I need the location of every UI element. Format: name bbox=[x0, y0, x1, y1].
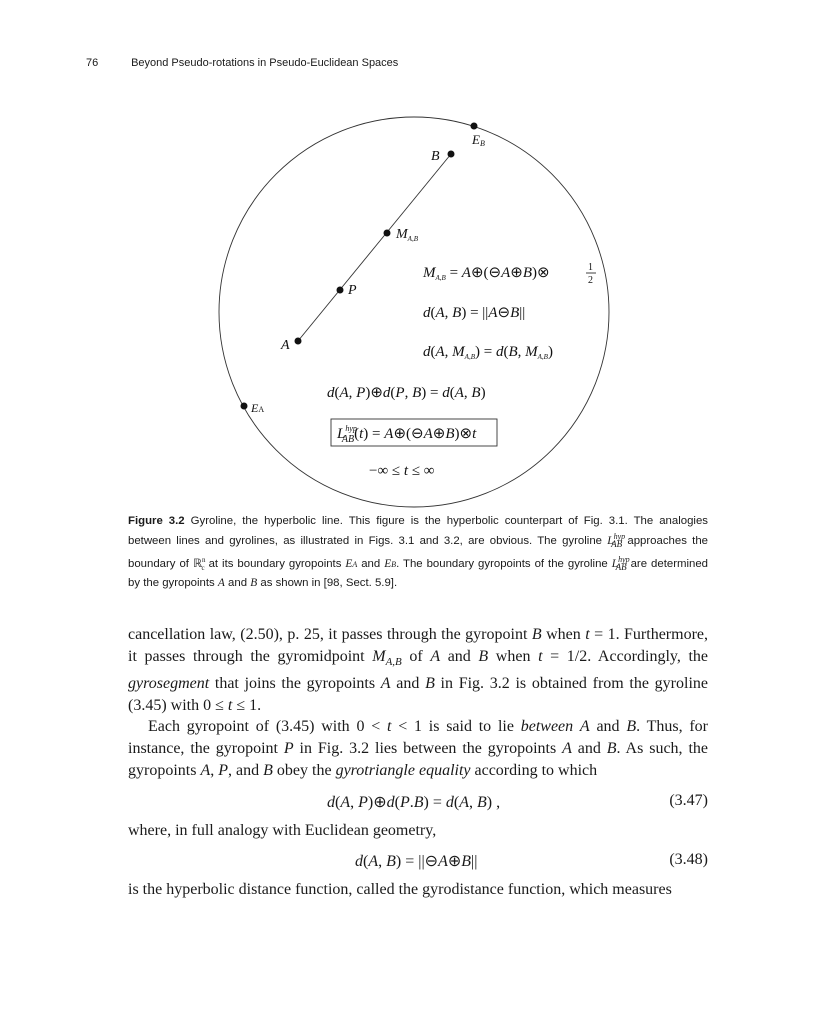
point-A bbox=[295, 338, 302, 345]
label-B: B bbox=[431, 149, 440, 164]
equation-3-47: d(A, P)⊕d(P.B) = d(A, B) , bbox=[327, 794, 501, 811]
equation-number-3-48: (3.48) bbox=[669, 851, 708, 868]
paragraph-2: Each gyropoint of (3.45) with 0 < t < 1 is said to lie between A and B. Thus, for instance, the gyropoint P in Fig. 3.2 lies between the gyropoints A and B. As such, the gyropoints A, P, and B obey the gyrotriangle equality according to which bbox=[128, 718, 709, 779]
paragraph-3: where, in full analogy with Euclidean geometry, bbox=[128, 822, 437, 839]
equation-number-3-47: (3.47) bbox=[669, 792, 708, 809]
paragraph-4: is the hyperbolic distance function, called the gyrodistance function, which measures bbox=[128, 881, 672, 898]
point-B bbox=[448, 151, 455, 158]
formula-gyroline: $L^{hyp}$ AB(t) = A⊕(⊖A⊕B)⊗t bbox=[337, 424, 477, 445]
formula-range: −∞ ≤ t ≤ ∞ bbox=[369, 463, 435, 479]
running-title: Beyond Pseudo-rotations in Pseudo-Euclidean Spaces bbox=[131, 57, 399, 69]
formula-distance: d(A, B) = ||A⊖B|| bbox=[423, 305, 526, 321]
label-P: P bbox=[348, 283, 357, 298]
svg-text:1: 1 bbox=[588, 262, 593, 273]
formula-equal-distance: d(A, $M_{A,B}) = d(B$, $M_{A,B}$) bbox=[423, 344, 553, 361]
boundary-circle bbox=[219, 117, 609, 507]
paragraph-1: cancellation law, (2.50), p. 25, it passes through the gyropoint B when t = 1. Furthermore, it passes through the gyromidpoint $M_{A,B}$ of A and B when t = 1/2. Accordingly, the gyrosegment that joins the gyropoints A and B in Fig. 3.2 is obtained from the gyroline (3.45) with 0 ≤ t ≤ 1. bbox=[128, 626, 709, 715]
point-EA bbox=[241, 403, 248, 410]
formula-midpoint: $M_{A,B}$ = A⊕(⊖A⊕B)⊗ bbox=[423, 265, 550, 282]
svg-text:2: 2 bbox=[588, 275, 593, 286]
label-MAB: $M_{A,B}$ bbox=[396, 227, 418, 243]
formula-triangle-equality: d(A, P)⊕d(P, B) = d(A, B) bbox=[327, 385, 486, 401]
label-EB: EB bbox=[472, 132, 485, 148]
equation-3-48: d(A, B) = ||⊖A⊕B|| bbox=[355, 853, 478, 870]
point-P bbox=[337, 287, 344, 294]
page-number: 76 bbox=[86, 57, 99, 69]
label-A: A bbox=[281, 338, 290, 353]
point-MAB bbox=[384, 230, 391, 237]
label-EA: EA bbox=[251, 401, 265, 415]
figure-caption: Figure 3.2 Gyroline, the hyperbolic line. This figure is the hyperbolic counterpart of Fig. 3.1. The analogies between lines and gyrolines, as illustrated in Figs. 3.1 and 3.2, are obvious. The gyroline $L^{hyp}_{AB}$ approaches the boundary of ℝ$^n_c$ at its boundary gyropoints EA and EB. The boundary gyropoints of the gyroline $L^{hyp}_{AB}$ are determined by the gyropoints A and B as shown in [98, Sect. 5.9]. bbox=[128, 515, 709, 590]
point-EB bbox=[471, 123, 478, 130]
caption-label: Figure 3.2 bbox=[128, 515, 185, 527]
